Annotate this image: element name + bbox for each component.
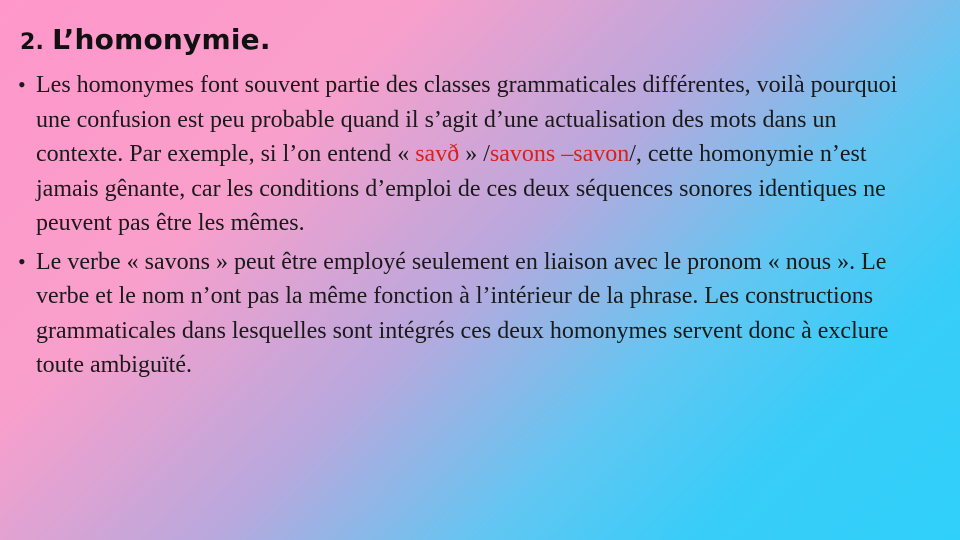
bullet-1-text-end: /, cette homonymie n’est jamais gênante, car les conditions d’emploi de ces deux séquences sonores identiques ne peuvent pas être les mêmes.	[36, 141, 886, 236]
bullet-item-1	[18, 68, 918, 241]
bullet-dot-icon: •	[18, 72, 26, 97]
bullet-1-text-mid: » /	[459, 141, 490, 167]
highlight-phonetic: savð	[415, 141, 460, 167]
slide-title	[20, 20, 271, 63]
title-text: L’homonymie.	[52, 23, 271, 56]
bullet-1-text-start: Les homonymes font souvent partie des classes grammaticales différentes, voilà pourquoi une confusion est peu probable quand il s’agit d’une actualisation des mots dans un contexte. Par exemple, si l’on entend «	[36, 72, 898, 167]
bullet-dot-icon: •	[18, 248, 26, 274]
bullet-2-text: Le verbe « savons » peut être employé seulement en liaison avec le pronom « nous ». Le verbe et le nom n’ont pas la même fonction à l’intérieur de la phrase. Les constructions grammaticales dans lesquelles sont intégrés ces deux homonymes servent donc à exclure toute ambiguïté.	[36, 248, 889, 378]
bullet-list	[18, 68, 918, 387]
highlight-savons-savon: savons –savon	[489, 141, 630, 167]
bullet-item-2	[18, 245, 918, 383]
section-number: 2.	[20, 30, 45, 55]
